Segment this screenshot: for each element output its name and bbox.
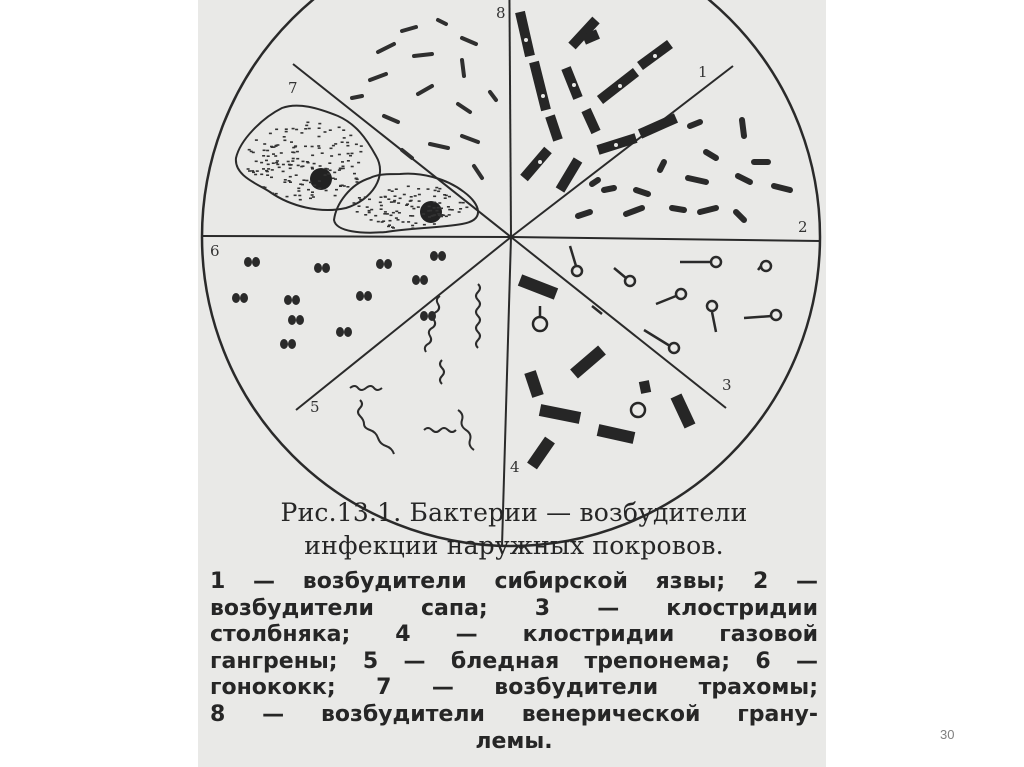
elementary-body-dot bbox=[403, 194, 406, 196]
sector-number-4: 4 bbox=[510, 458, 520, 476]
elementary-body-dot bbox=[296, 151, 299, 153]
elementary-body-dot bbox=[334, 195, 337, 197]
elementary-body-dot bbox=[280, 152, 283, 154]
elementary-body-dot bbox=[275, 162, 278, 164]
slide-page-number: 30 bbox=[940, 727, 955, 742]
elementary-body-dot bbox=[359, 151, 362, 153]
elementary-body-dot bbox=[311, 194, 314, 196]
elementary-body-dot bbox=[324, 131, 327, 133]
elementary-body-dot bbox=[339, 168, 342, 170]
elementary-body-dot bbox=[313, 163, 316, 165]
legend-line: 1 — возбудители сибирской язвы; 2 — bbox=[210, 569, 818, 594]
elementary-body-dot bbox=[289, 164, 292, 166]
elementary-body-dot bbox=[327, 173, 330, 175]
elementary-body-dot bbox=[292, 128, 295, 130]
elementary-body-dot bbox=[282, 164, 285, 166]
gonococcus-cell bbox=[288, 315, 296, 325]
elementary-body-dot bbox=[324, 168, 327, 170]
elementary-body-dot bbox=[383, 213, 386, 215]
elementary-body-dot bbox=[321, 152, 324, 154]
gonococcus-cell bbox=[344, 327, 352, 337]
caption-title-line: Рис.13.1. Бактерии — возбудители bbox=[280, 498, 748, 527]
elementary-body-dot bbox=[342, 166, 345, 168]
elementary-body-dot bbox=[347, 160, 350, 162]
elementary-body-dot bbox=[417, 188, 420, 190]
elementary-body-dot bbox=[270, 146, 273, 148]
elementary-body-dot bbox=[359, 199, 362, 201]
elementary-body-dot bbox=[289, 176, 292, 178]
elementary-body-dot bbox=[407, 186, 410, 188]
sector-4-gas-gangrene-rods bbox=[520, 280, 690, 466]
elementary-body-dot bbox=[287, 161, 290, 163]
gonococcus-cell bbox=[438, 251, 446, 261]
elementary-body-dot bbox=[346, 142, 349, 144]
elementary-body-dot bbox=[394, 195, 397, 197]
elementary-body-dot bbox=[358, 197, 361, 199]
elementary-body-dot bbox=[305, 180, 308, 182]
elementary-body-dot bbox=[370, 209, 373, 211]
elementary-body-dot bbox=[397, 219, 400, 221]
elementary-body-dot bbox=[292, 147, 295, 149]
elementary-body-dot bbox=[295, 129, 298, 131]
elementary-body-dot bbox=[351, 153, 354, 155]
elementary-body-dot bbox=[384, 211, 387, 213]
elementary-body-dot bbox=[356, 211, 359, 213]
gonococcus-cell bbox=[280, 339, 288, 349]
elementary-body-dot bbox=[366, 206, 369, 208]
elementary-body-dot bbox=[433, 214, 436, 216]
elementary-body-dot bbox=[283, 181, 286, 183]
elementary-body-dot bbox=[318, 180, 321, 182]
elementary-body-dot bbox=[341, 141, 344, 143]
elementary-body-dot bbox=[285, 128, 288, 130]
sector-number-1: 1 bbox=[698, 63, 708, 81]
elementary-body-dot bbox=[389, 220, 392, 222]
elementary-body-dot bbox=[448, 209, 451, 211]
elementary-body-dot bbox=[266, 171, 269, 173]
elementary-body-dot bbox=[255, 161, 258, 163]
elementary-body-dot bbox=[324, 174, 327, 176]
elementary-body-dot bbox=[302, 179, 305, 181]
elementary-body-dot bbox=[418, 200, 421, 202]
elementary-body-dot bbox=[318, 123, 321, 125]
elementary-body-dot bbox=[407, 221, 410, 223]
gonococcus-cell bbox=[364, 291, 372, 301]
elementary-body-dot bbox=[283, 140, 286, 142]
elementary-body-dot bbox=[398, 212, 401, 214]
gonococcus-cell bbox=[322, 263, 330, 273]
elementary-body-dot bbox=[319, 165, 322, 167]
elementary-body-dot bbox=[368, 210, 371, 212]
elementary-body-dot bbox=[271, 169, 274, 171]
sector-2-glanders-rods bbox=[578, 120, 790, 220]
gonococcus-cell bbox=[430, 251, 438, 261]
elementary-body-dot bbox=[291, 160, 294, 162]
elementary-body-dot bbox=[338, 127, 341, 129]
elementary-body-dot bbox=[370, 219, 373, 221]
elementary-body-dot bbox=[289, 168, 292, 170]
sector-number-2: 2 bbox=[798, 218, 808, 236]
gonococcus-cell bbox=[428, 311, 436, 321]
elementary-body-dot bbox=[395, 217, 398, 219]
elementary-body-dot bbox=[306, 122, 309, 124]
sector-number-6: 6 bbox=[210, 242, 220, 260]
elementary-body-dot bbox=[270, 177, 273, 179]
elementary-body-dot bbox=[353, 173, 356, 175]
elementary-body-dot bbox=[418, 194, 421, 196]
sector-8-granuloma-rods bbox=[352, 20, 496, 178]
elementary-body-dot bbox=[410, 200, 413, 202]
elementary-body-dot bbox=[286, 196, 289, 198]
elementary-body-dot bbox=[417, 206, 420, 208]
elementary-body-dot bbox=[388, 189, 391, 191]
elementary-body-dot bbox=[278, 167, 281, 169]
elementary-body-dot bbox=[266, 174, 269, 176]
gonococcus-cell bbox=[288, 339, 296, 349]
elementary-body-dot bbox=[297, 165, 300, 167]
elementary-body-dot bbox=[406, 203, 409, 205]
elementary-body-dot bbox=[304, 128, 307, 130]
elementary-body-dot bbox=[272, 153, 275, 155]
elementary-body-dot bbox=[437, 213, 440, 215]
elementary-body-dot bbox=[351, 166, 354, 168]
elementary-body-dot bbox=[332, 145, 335, 147]
elementary-body-dot bbox=[374, 215, 377, 217]
elementary-body-dot bbox=[307, 162, 310, 164]
elementary-body-dot bbox=[347, 153, 350, 155]
elementary-body-dot bbox=[433, 223, 436, 225]
sector-number-8: 8 bbox=[496, 4, 506, 22]
elementary-body-dot bbox=[368, 212, 371, 214]
elementary-body-dot bbox=[338, 154, 341, 156]
elementary-body-dot bbox=[282, 171, 285, 173]
elementary-body-dot bbox=[451, 209, 454, 211]
gonococcus-cell bbox=[244, 257, 252, 267]
elementary-body-dot bbox=[264, 187, 267, 189]
elementary-body-dot bbox=[380, 208, 383, 210]
elementary-body-dot bbox=[254, 174, 257, 176]
elementary-body-dot bbox=[428, 206, 431, 208]
elementary-body-dot bbox=[411, 225, 414, 227]
elementary-body-dot bbox=[458, 211, 461, 213]
elementary-body-dot bbox=[427, 188, 430, 190]
elementary-body-dot bbox=[349, 155, 352, 157]
elementary-body-dot bbox=[276, 164, 279, 166]
elementary-body-dot bbox=[353, 202, 356, 204]
elementary-body-dot bbox=[255, 139, 258, 141]
elementary-body-dot bbox=[266, 150, 269, 152]
elementary-body-dot bbox=[343, 137, 346, 139]
gonococcus-cell bbox=[420, 275, 428, 285]
elementary-body-dot bbox=[290, 141, 293, 143]
caption-title-line: инфекции наружных покровов. bbox=[304, 531, 724, 560]
elementary-body-dot bbox=[300, 166, 303, 168]
elementary-body-dot bbox=[423, 224, 426, 226]
elementary-body-dot bbox=[386, 213, 389, 215]
elementary-body-dot bbox=[309, 198, 312, 200]
elementary-body-dot bbox=[358, 205, 361, 207]
elementary-body-dot bbox=[297, 188, 300, 190]
elementary-body-dot bbox=[329, 170, 332, 172]
elementary-body-dot bbox=[437, 207, 440, 209]
elementary-body-dot bbox=[295, 174, 298, 176]
elementary-body-dot bbox=[309, 182, 312, 184]
elementary-body-dot bbox=[256, 170, 259, 172]
elementary-body-dot bbox=[338, 169, 341, 171]
elementary-body-dot bbox=[262, 168, 265, 170]
elementary-body-dot bbox=[299, 183, 302, 185]
elementary-body-dot bbox=[312, 196, 315, 198]
elementary-body-dot bbox=[294, 195, 297, 197]
elementary-body-dot bbox=[448, 214, 451, 216]
legend-line: гонококк; 7 — возбудители трахомы; bbox=[210, 675, 818, 701]
elementary-body-dot bbox=[307, 189, 310, 191]
elementary-body-dot bbox=[318, 188, 321, 190]
inclusion-body-2 bbox=[420, 201, 442, 223]
elementary-body-dot bbox=[292, 158, 295, 160]
elementary-body-dot bbox=[260, 174, 263, 176]
elementary-body-dot bbox=[392, 227, 395, 229]
elementary-body-dot bbox=[318, 136, 321, 138]
sector-1-anthrax-chains bbox=[520, 12, 676, 190]
gonococcus-cell bbox=[292, 295, 300, 305]
elementary-body-dot bbox=[285, 131, 288, 133]
elementary-body-dot bbox=[391, 190, 394, 192]
elementary-body-dot bbox=[390, 215, 393, 217]
elementary-body-dot bbox=[318, 147, 321, 149]
gonococcus-cell bbox=[336, 327, 344, 337]
elementary-body-dot bbox=[298, 195, 301, 197]
elementary-body-dot bbox=[379, 202, 382, 204]
elementary-body-dot bbox=[431, 215, 434, 217]
gonococcus-cell bbox=[240, 293, 248, 303]
elementary-body-dot bbox=[247, 168, 250, 170]
elementary-body-dot bbox=[410, 196, 413, 198]
elementary-body-dot bbox=[305, 125, 308, 127]
elementary-body-dot bbox=[333, 172, 336, 174]
legend-line: лемы. bbox=[475, 728, 553, 754]
gonococcus-cell bbox=[412, 275, 420, 285]
elementary-body-dot bbox=[422, 213, 425, 215]
gonococcus-cell bbox=[314, 263, 322, 273]
elementary-body-dot bbox=[428, 216, 431, 218]
elementary-body-dot bbox=[356, 181, 359, 183]
elementary-body-dot bbox=[429, 210, 432, 212]
gonococcus-cell bbox=[420, 311, 428, 321]
elementary-body-dot bbox=[252, 172, 255, 174]
elementary-body-dot bbox=[248, 149, 251, 151]
elementary-body-dot bbox=[459, 208, 462, 210]
elementary-body-dot bbox=[267, 164, 270, 166]
elementary-body-dot bbox=[397, 202, 400, 204]
elementary-body-dot bbox=[465, 207, 468, 209]
elementary-body-dot bbox=[265, 160, 268, 162]
elementary-body-dot bbox=[355, 178, 358, 180]
elementary-body-dot bbox=[459, 202, 462, 204]
elementary-body-dot bbox=[377, 221, 380, 223]
elementary-body-dot bbox=[364, 214, 367, 216]
gonococcus-cell bbox=[384, 259, 392, 269]
elementary-body-dot bbox=[438, 202, 441, 204]
elementary-body-dot bbox=[438, 188, 441, 190]
sector-7-trachoma-cells bbox=[236, 106, 478, 233]
elementary-body-dot bbox=[414, 195, 417, 197]
elementary-body-dot bbox=[435, 187, 438, 189]
elementary-body-dot bbox=[355, 144, 358, 146]
elementary-body-dot bbox=[443, 194, 446, 196]
elementary-body-dot bbox=[275, 129, 278, 131]
elementary-body-dot bbox=[436, 210, 439, 212]
elementary-body-dot bbox=[387, 226, 390, 228]
elementary-body-dot bbox=[311, 191, 314, 193]
gonococcus-cell bbox=[284, 295, 292, 305]
elementary-body-dot bbox=[349, 135, 352, 137]
elementary-body-dot bbox=[330, 148, 333, 150]
elementary-body-dot bbox=[364, 196, 367, 198]
elementary-body-dot bbox=[339, 185, 342, 187]
elementary-body-dot bbox=[334, 143, 337, 145]
elementary-body-dot bbox=[381, 221, 384, 223]
elementary-body-dot bbox=[289, 181, 292, 183]
elementary-body-dot bbox=[284, 179, 287, 181]
elementary-body-dot bbox=[248, 170, 251, 172]
elementary-body-dot bbox=[360, 145, 363, 147]
elementary-body-dot bbox=[313, 185, 316, 187]
elementary-body-dot bbox=[294, 145, 297, 147]
caption-legend bbox=[210, 569, 818, 755]
elementary-body-dot bbox=[342, 129, 345, 131]
elementary-body-dot bbox=[330, 155, 333, 157]
elementary-body-dot bbox=[275, 193, 278, 195]
elementary-body-dot bbox=[308, 128, 311, 130]
elementary-body-dot bbox=[402, 221, 405, 223]
gonococcus-cell bbox=[296, 315, 304, 325]
figure-caption bbox=[210, 496, 818, 755]
elementary-body-dot bbox=[263, 143, 266, 145]
elementary-body-dot bbox=[448, 196, 451, 198]
legend-line: гангрены; 5 — бледная трепонема; 6 — bbox=[210, 648, 818, 674]
elementary-body-dot bbox=[332, 178, 335, 180]
sector-number-7: 7 bbox=[288, 79, 298, 97]
elementary-body-dot bbox=[329, 129, 332, 131]
elementary-body-dot bbox=[384, 196, 387, 198]
sector-5-treponema-spirals bbox=[350, 284, 480, 454]
elementary-body-dot bbox=[311, 146, 314, 148]
host-cell-1 bbox=[236, 106, 380, 210]
elementary-body-dot bbox=[335, 189, 338, 191]
elementary-body-dot bbox=[440, 208, 443, 210]
elementary-body-dot bbox=[410, 206, 413, 208]
elementary-body-dot bbox=[302, 161, 305, 163]
legend-line: 8 — возбудители венерической грану- bbox=[210, 701, 818, 727]
sector-number-3: 3 bbox=[722, 376, 732, 394]
elementary-body-dot bbox=[346, 186, 349, 188]
elementary-body-dot bbox=[274, 155, 277, 157]
elementary-body-dot bbox=[276, 144, 279, 146]
elementary-body-dot bbox=[263, 150, 266, 152]
legend-line: столбняка; 4 — клостридии газовой bbox=[210, 622, 818, 648]
elementary-body-dot bbox=[411, 227, 414, 229]
elementary-body-dot bbox=[414, 222, 417, 224]
elementary-body-dot bbox=[392, 212, 395, 214]
elementary-body-dot bbox=[444, 197, 447, 199]
elementary-body-dot bbox=[297, 190, 300, 192]
elementary-body-dot bbox=[318, 127, 321, 129]
elementary-body-dot bbox=[317, 145, 320, 147]
elementary-body-dot bbox=[272, 162, 275, 164]
sector-3-tetanus-drumsticks bbox=[570, 246, 781, 353]
elementary-body-dot bbox=[260, 162, 263, 164]
elementary-body-dot bbox=[283, 136, 286, 138]
elementary-body-dot bbox=[267, 155, 270, 157]
elementary-body-dot bbox=[288, 180, 291, 182]
elementary-body-dot bbox=[325, 190, 328, 192]
elementary-body-dot bbox=[412, 208, 415, 210]
elementary-body-dot bbox=[250, 151, 253, 153]
elementary-body-dot bbox=[267, 168, 270, 170]
elementary-body-dot bbox=[433, 202, 436, 204]
elementary-body-dot bbox=[442, 215, 445, 217]
elementary-body-dot bbox=[387, 198, 390, 200]
elementary-body-dot bbox=[300, 132, 303, 134]
elementary-body-dot bbox=[380, 205, 383, 207]
elementary-body-dot bbox=[368, 199, 371, 201]
elementary-body-dot bbox=[262, 155, 265, 157]
gonococcus-cell bbox=[356, 291, 364, 301]
elementary-body-dot bbox=[395, 188, 398, 190]
elementary-body-dot bbox=[447, 206, 450, 208]
sector-number-5: 5 bbox=[310, 398, 320, 416]
elementary-body-dot bbox=[311, 155, 314, 157]
sector-6-gonococci bbox=[232, 251, 446, 349]
elementary-body-dot bbox=[328, 162, 331, 164]
elementary-body-dot bbox=[399, 198, 402, 200]
elementary-body-dot bbox=[341, 161, 344, 163]
caption-title bbox=[210, 496, 818, 562]
elementary-body-dot bbox=[409, 215, 412, 217]
elementary-body-dot bbox=[437, 191, 440, 193]
elementary-body-dot bbox=[296, 158, 299, 160]
elementary-body-dot bbox=[291, 151, 294, 153]
elementary-body-dot bbox=[390, 201, 393, 203]
gonococcus-cell bbox=[252, 257, 260, 267]
elementary-body-dot bbox=[395, 211, 398, 213]
elementary-body-dot bbox=[311, 167, 314, 169]
elementary-body-dot bbox=[445, 216, 448, 218]
gonococcus-cell bbox=[232, 293, 240, 303]
elementary-body-dot bbox=[346, 145, 349, 147]
elementary-body-dot bbox=[357, 162, 360, 164]
elementary-body-dot bbox=[269, 133, 272, 135]
elementary-body-dot bbox=[433, 196, 436, 198]
elementary-body-dot bbox=[276, 160, 279, 162]
elementary-body-dot bbox=[380, 196, 383, 198]
elementary-body-dot bbox=[304, 146, 307, 148]
elementary-body-dot bbox=[271, 193, 274, 195]
gonococcus-cell bbox=[376, 259, 384, 269]
elementary-body-dot bbox=[462, 202, 465, 204]
elementary-body-dot bbox=[433, 207, 436, 209]
elementary-body-dot bbox=[251, 170, 254, 172]
elementary-body-dot bbox=[299, 199, 302, 201]
elementary-body-dot bbox=[434, 190, 437, 192]
legend-line: возбудители сапа; 3 — клостридии bbox=[210, 595, 818, 621]
inclusion-body-1 bbox=[310, 168, 332, 190]
elementary-body-dot bbox=[393, 200, 396, 202]
